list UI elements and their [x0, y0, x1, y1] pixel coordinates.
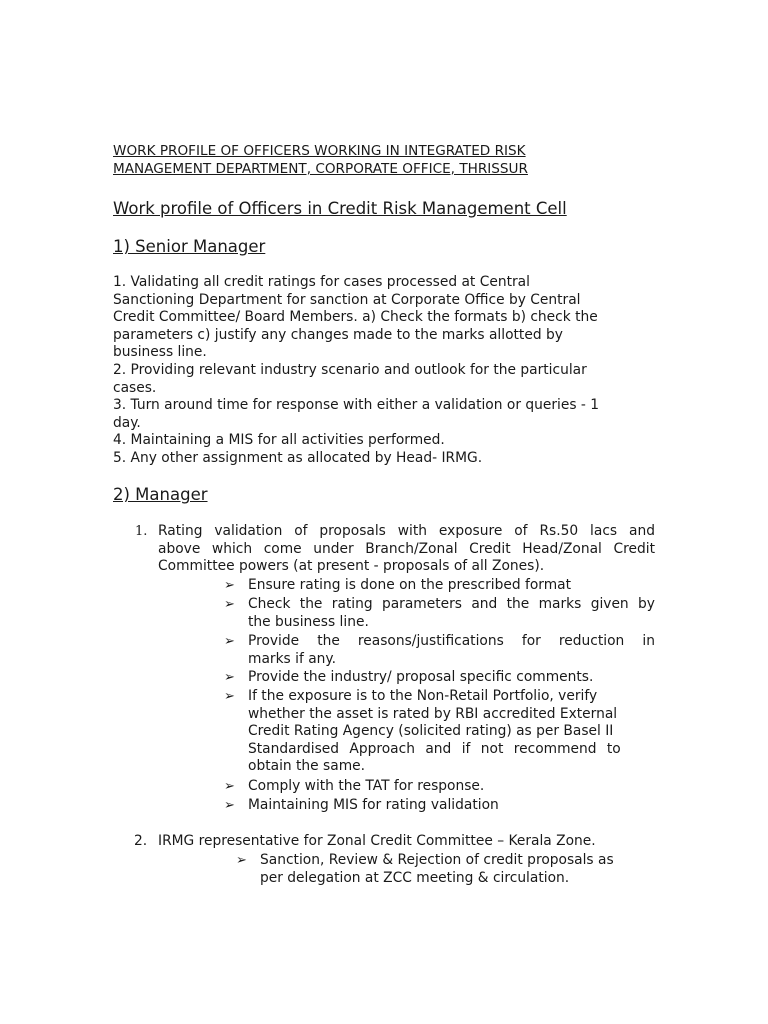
duty-line: cases.	[113, 379, 157, 396]
duty-line: day.	[113, 414, 141, 431]
senior-manager-duties	[113, 274, 658, 468]
bullet-text: whether the asset is rated by RBI accredited External	[248, 705, 618, 722]
bullet-text: marks if any.	[248, 650, 336, 667]
senior-manager-heading: 1) Senior Manager	[113, 237, 266, 256]
duty-line: business line.	[113, 344, 207, 361]
bullet-text: Sanction, Review & Rejection of credit proposals as	[260, 852, 614, 868]
duty-line: 5. Any other assignment as allocated by Head- IRMG.	[113, 449, 483, 466]
bullet-item	[224, 669, 655, 687]
header-line-1: WORK PROFILE OF OFFICERS WORKING IN INTEGRATED RISK	[113, 143, 526, 159]
bullet-item	[224, 577, 655, 595]
bullet-text: Maintaining MIS for rating validation	[248, 797, 499, 813]
bullet-text: Comply with the TAT for response.	[248, 778, 485, 794]
item-number: 1.	[135, 524, 148, 539]
item-line: Committee powers (at present - proposals of all Zones).	[158, 558, 545, 575]
bullet-text: the business line.	[248, 613, 369, 630]
bullet-text: Provide the reasons/justifications for reduction in	[248, 633, 655, 649]
arrow-bullet-icon: ➢	[224, 578, 235, 593]
manager-item-1	[113, 523, 658, 576]
arrow-bullet-icon: ➢	[224, 689, 235, 704]
bullet-item	[236, 852, 656, 887]
main-heading: Work profile of Officers in Credit Risk Management Cell	[113, 199, 567, 218]
item-line: above which come under Branch/Zonal Credit Head/Zonal Credit	[158, 540, 655, 557]
item-line: IRMG representative for Zonal Credit Committee – Kerala Zone.	[158, 833, 596, 849]
bullet-item	[224, 633, 655, 668]
bullet-item	[224, 778, 655, 796]
bullet-text: Provide the industry/ proposal specific comments.	[248, 669, 594, 685]
duty-line: 1. Validating all credit ratings for cases processed at Central	[113, 274, 530, 290]
arrow-bullet-icon: ➢	[224, 779, 235, 794]
item-line: Rating validation of proposals with exposure of Rs.50 lacs and	[158, 523, 655, 539]
duty-line: Sanctioning Department for sanction at Corporate Office by Central	[113, 291, 581, 308]
arrow-bullet-icon: ➢	[224, 597, 235, 612]
manager-item-2	[113, 833, 658, 851]
bullet-text: If the exposure is to the Non-Retail Portfolio, verify	[248, 688, 598, 704]
bullet-text: Standardised Approach and if not recommend to	[248, 740, 621, 757]
bullet-text: obtain the same.	[248, 758, 366, 775]
bullet-text: per delegation at ZCC meeting & circulation.	[260, 869, 570, 886]
bullet-item	[224, 688, 655, 776]
arrow-bullet-icon: ➢	[224, 798, 235, 813]
duty-line: parameters c) justify any changes made to the marks allotted by	[113, 326, 563, 343]
duty-line: 4. Maintaining a MIS for all activities performed.	[113, 432, 445, 449]
arrow-bullet-icon: ➢	[224, 634, 235, 649]
duty-line: 2. Providing relevant industry scenario and outlook for the particular	[113, 361, 587, 378]
document-header	[113, 142, 633, 178]
bullet-text: Credit Rating Agency (solicited rating) as per Basel II	[248, 723, 614, 740]
bullet-text: Check the rating parameters and the marks given by	[248, 596, 655, 612]
item-number: 2.	[134, 833, 148, 849]
bullet-item	[224, 596, 655, 631]
manager-heading: 2) Manager	[113, 485, 208, 504]
arrow-bullet-icon: ➢	[236, 853, 247, 868]
bullet-item	[224, 797, 655, 815]
arrow-bullet-icon: ➢	[224, 670, 235, 685]
header-line-2: MANAGEMENT DEPARTMENT, CORPORATE OFFICE, THRISSUR	[113, 161, 528, 177]
duty-line: Credit Committee/ Board Members. a) Check the formats b) check the	[113, 309, 598, 326]
bullet-text: Ensure rating is done on the prescribed format	[248, 577, 572, 593]
duty-line: 3. Turn around time for response with either a validation or queries - 1	[113, 397, 600, 414]
